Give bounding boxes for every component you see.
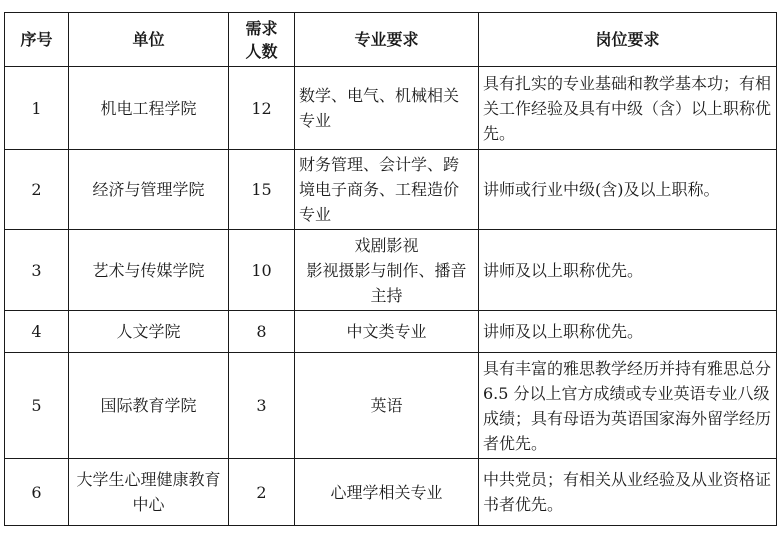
cell-unit: 人文学院 — [69, 311, 229, 353]
cell-index: 1 — [5, 67, 69, 150]
cell-index: 3 — [5, 230, 69, 311]
cell-major: 中文类专业 — [295, 311, 479, 353]
cell-count: 2 — [229, 459, 295, 526]
table-row — [5, 459, 777, 526]
cell-index: 2 — [5, 150, 69, 230]
cell-count: 10 — [229, 230, 295, 311]
cell-unit: 艺术与传媒学院 — [69, 230, 229, 311]
cell-unit: 国际教育学院 — [69, 353, 229, 459]
table-row — [5, 150, 777, 230]
header-unit: 单位 — [69, 13, 229, 67]
cell-requirement: 具有丰富的雅思教学经历并持有雅思总分 6.5 分以上官方成绩或专业英语专业八级成绩；具有母语为英语国家海外留学经历者优先。 — [479, 353, 777, 459]
cell-index: 6 — [5, 459, 69, 526]
cell-major: 戏剧影视 影视摄影与制作、播音主持 — [295, 230, 479, 311]
table-row — [5, 353, 777, 459]
cell-major: 数学、电气、机械相关专业 — [295, 67, 479, 150]
cell-count: 8 — [229, 311, 295, 353]
table-row — [5, 230, 777, 311]
table-row — [5, 67, 777, 150]
cell-requirement: 讲师及以上职称优先。 — [479, 311, 777, 353]
recruitment-table — [4, 12, 777, 526]
header-count: 需求 人数 — [229, 13, 295, 67]
cell-count: 3 — [229, 353, 295, 459]
cell-unit: 经济与管理学院 — [69, 150, 229, 230]
cell-index: 5 — [5, 353, 69, 459]
header-index: 序号 — [5, 13, 69, 67]
cell-major: 心理学相关专业 — [295, 459, 479, 526]
cell-requirement: 中共党员；有相关从业经验及从业资格证书者优先。 — [479, 459, 777, 526]
cell-unit: 大学生心理健康教育中心 — [69, 459, 229, 526]
header-requirement: 岗位要求 — [479, 13, 777, 67]
header-row — [5, 13, 777, 67]
cell-count: 12 — [229, 67, 295, 150]
cell-major: 英语 — [295, 353, 479, 459]
cell-major: 财务管理、会计学、跨境电子商务、工程造价专业 — [295, 150, 479, 230]
cell-requirement: 讲师及以上职称优先。 — [479, 230, 777, 311]
header-major: 专业要求 — [295, 13, 479, 67]
cell-requirement: 讲师或行业中级(含)及以上职称。 — [479, 150, 777, 230]
cell-requirement: 具有扎实的专业基础和教学基本功；有相关工作经验及具有中级（含）以上职称优先。 — [479, 67, 777, 150]
cell-index: 4 — [5, 311, 69, 353]
cell-unit: 机电工程学院 — [69, 67, 229, 150]
cell-count: 15 — [229, 150, 295, 230]
table-row — [5, 311, 777, 353]
